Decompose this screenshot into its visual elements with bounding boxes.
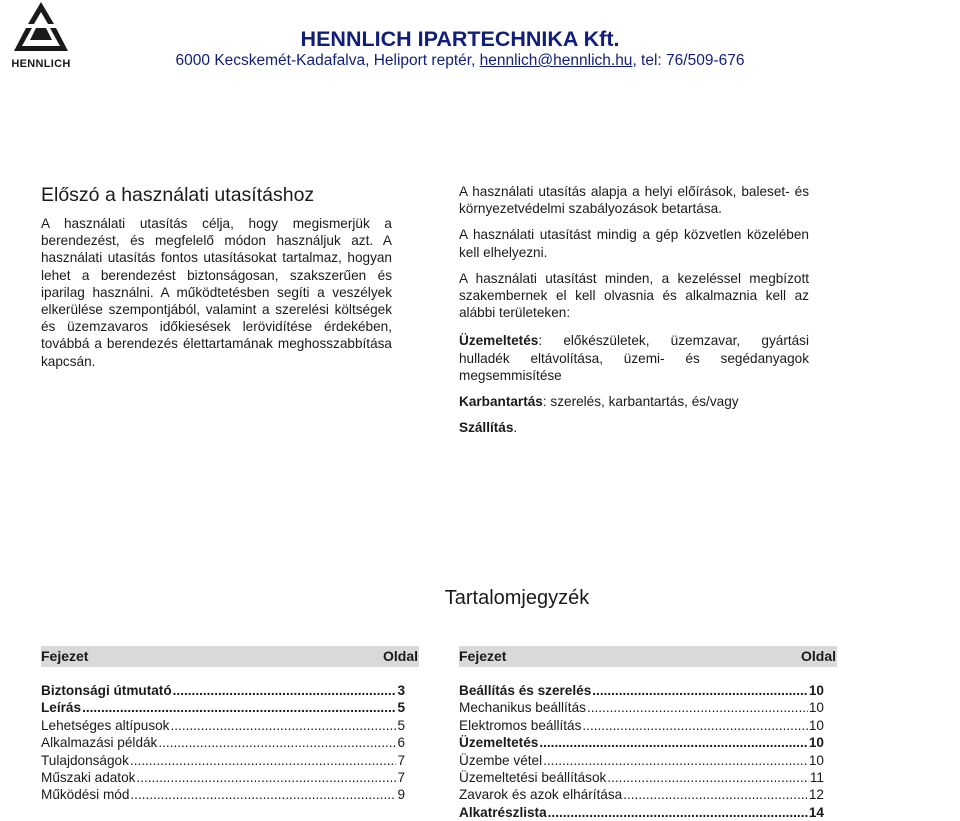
toc-entry-label: Tulajdonságok (41, 752, 129, 768)
paragraph-rules: A használati utasítás alapja a helyi előírások, baleset- és környezetvédelmi szabályozások betartása. (459, 184, 809, 217)
toc-header-right (459, 646, 837, 667)
toc-leader-dots (543, 752, 808, 769)
toc-entry-page: 5 (397, 717, 405, 733)
contact-line (0, 52, 920, 70)
toc-list-right (459, 682, 824, 821)
item-text: : előkészületek, üzemzavar, gyártási hulladék eltávolítása, üzemi- és segédanyagok megsemmisítése (459, 333, 809, 383)
item-text: . (513, 420, 518, 436)
toc-leader-dots (582, 717, 807, 734)
toc-entry[interactable] (41, 717, 405, 734)
toc-entry[interactable] (459, 769, 824, 786)
toc-entry-page: 14 (808, 804, 824, 820)
right-column (459, 183, 809, 445)
toc-entry-page: 10 (808, 700, 824, 716)
toc-entry[interactable] (41, 752, 405, 769)
item-transport (459, 419, 809, 436)
toc-entry-page: 12 (808, 787, 824, 803)
toc-entry-label: Elektromos beállítás (459, 717, 582, 733)
toc-leader-dots (607, 769, 809, 786)
toc-leader-dots (623, 786, 808, 803)
phone: , tel: 76/509-676 (632, 52, 745, 69)
toc-header-page: Oldal (382, 648, 418, 664)
toc-entry-page: 10 (808, 752, 824, 768)
toc-leader-dots (130, 752, 397, 769)
email-link[interactable]: hennlich@hennlich.hu (479, 52, 633, 69)
toc-entry-label: Beállítás és szerelés (459, 683, 592, 698)
company-name: HENNLICH IPARTECHNIKA Kft. (300, 27, 620, 51)
toc-leader-dots (539, 734, 808, 751)
toc-entry-page: 3 (397, 683, 405, 698)
toc-entry[interactable] (459, 717, 824, 734)
toc-entry[interactable] (459, 734, 824, 751)
toc-leader-dots (548, 804, 808, 821)
paragraph-placement: A használati utasítást mindig a gép közvetlen közelében kell elhelyezni. (459, 227, 809, 260)
toc-entry-page: 10 (808, 683, 824, 698)
toc-entry[interactable] (459, 682, 824, 699)
toc-leader-dots (173, 682, 397, 699)
toc-entry-label: Alkalmazási példák (41, 735, 158, 751)
toc-entry-page: 10 (808, 717, 824, 733)
toc-entry[interactable] (41, 682, 405, 699)
toc-entry-label: Műszaki adatok (41, 770, 136, 786)
toc-entry[interactable] (41, 786, 405, 803)
toc-leader-dots (587, 699, 808, 716)
toc-entry-label: Üzembe vétel (459, 752, 543, 768)
toc-entry-label: Üzemeltetési beállítások (459, 770, 607, 786)
toc-leader-dots (170, 717, 396, 734)
toc-entry-page: 10 (808, 735, 824, 751)
toc-entry[interactable] (459, 786, 824, 803)
toc-entry-label: Működési mód (41, 787, 130, 803)
toc-entry-label: Lehetséges altípusok (41, 717, 170, 733)
toc-entry-page: 11 (809, 770, 824, 786)
item-term: Szállítás (459, 420, 514, 436)
toc-entry[interactable] (459, 699, 824, 716)
address: 6000 Kecskemét-Kadafalva, Heliport reptér, (175, 52, 476, 69)
toc-entry[interactable] (41, 699, 405, 716)
item-text: : szerelés, karbantartás, és/vagy (542, 394, 739, 410)
toc-entry-page: 5 (397, 700, 405, 716)
preface-title: Előszó a használati utasításhoz (41, 184, 315, 206)
toc-entry-label: Mechanikus beállítás (459, 700, 586, 716)
toc-header-left (41, 646, 419, 667)
toc-entry[interactable] (41, 734, 405, 751)
paragraph-personnel: A használati utasítást minden, a kezeléssel megbízott szakembernek el kell olvasnia és alkalmaznia kell az alábbi területeken: (459, 270, 809, 321)
toc-header-chapter: Fejezet (41, 648, 89, 664)
item-term: Karbantartás (459, 394, 543, 410)
toc-leader-dots (136, 769, 396, 786)
toc-entry[interactable] (459, 804, 824, 821)
toc-leader-dots (130, 786, 396, 803)
toc-entry-page: 7 (397, 752, 405, 768)
toc-header-page: Oldal (800, 648, 836, 664)
preface-text: A használati utasítás célja, hogy megismerjük a berendezést, és megfelelő módon használjuk azt. A használati utasítás fontos utasításokat tartalmaz, hogyan lehet a berendezést biztonságosan, szakszerűen és iparilag használni. A működtetésben segíti a veszélyek elkerülése szempontjából, valamint a szerelési költségek és üzemzavaros időkiesések lerövidítése érdekében, továbbá a berendezés élettartamának meghosszabbítása kapcsán. (41, 216, 392, 369)
toc-entry-label: Alkatrészlista (459, 804, 547, 820)
toc-title: Tartalomjegyzék (444, 587, 590, 609)
toc-entry-label: Leírás (41, 700, 82, 716)
toc-entry-label: Zavarok és azok elhárítása (459, 787, 623, 803)
toc-entry[interactable] (459, 752, 824, 769)
logo-text: HENNLICH (11, 58, 71, 70)
item-maintenance (459, 393, 809, 410)
toc-list-left (41, 682, 405, 804)
toc-entry[interactable] (41, 769, 405, 786)
toc-entry-label: Biztonsági útmutató (41, 683, 172, 698)
toc-entry-page: 9 (397, 787, 405, 803)
item-operation (459, 332, 809, 384)
toc-entry-page: 6 (397, 735, 405, 751)
toc-entry-page: 7 (397, 770, 405, 786)
toc-header-chapter: Fejezet (459, 648, 507, 664)
toc-leader-dots (82, 699, 396, 716)
item-term: Üzemeltetés (459, 333, 539, 349)
toc-leader-dots (592, 682, 808, 699)
toc-leader-dots (158, 734, 396, 751)
toc-entry-label: Üzemeltetés (459, 735, 539, 751)
